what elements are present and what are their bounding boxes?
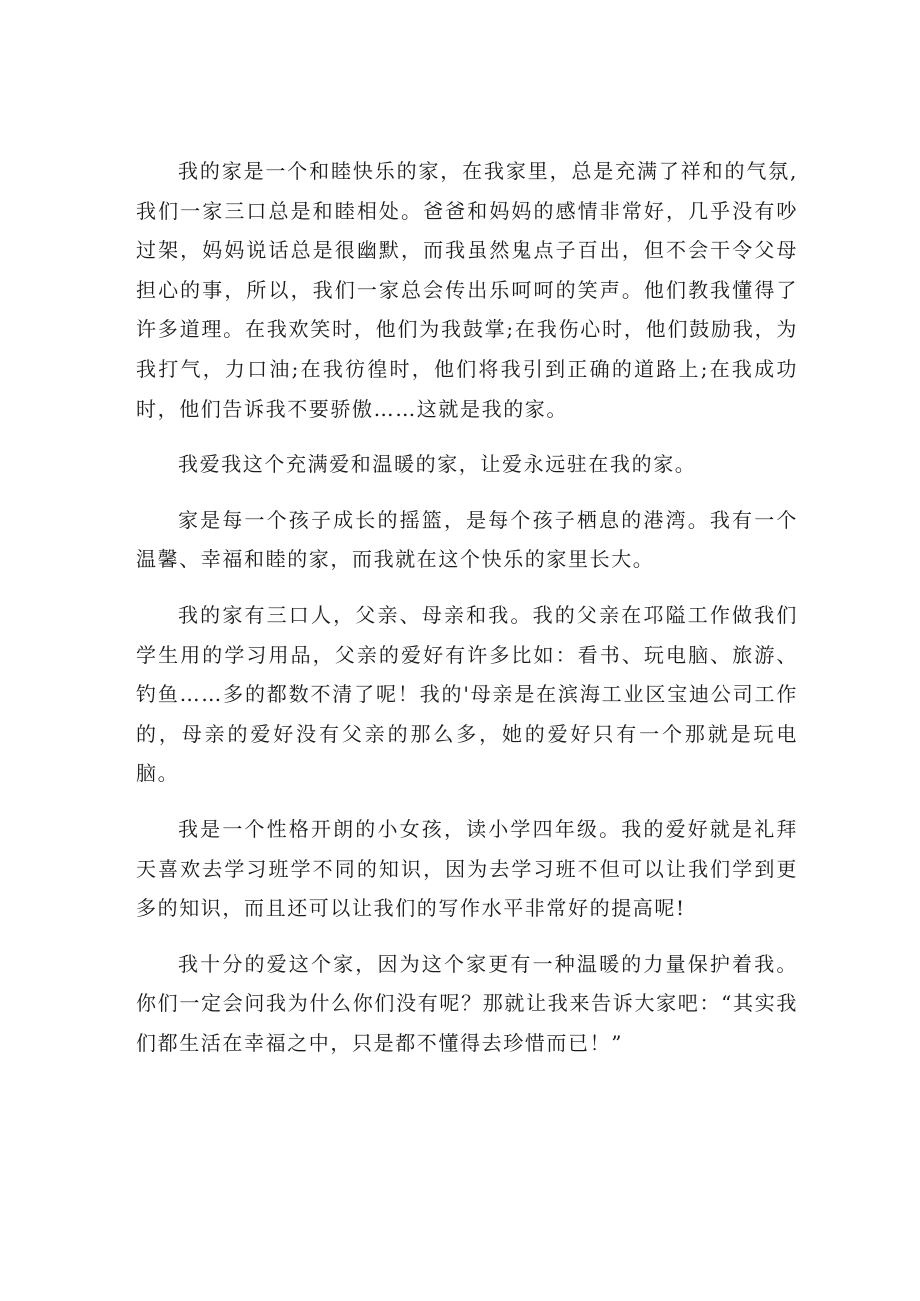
document-body [136, 152, 798, 1079]
paragraph-1: 我的家是一个和睦快乐的家，在我家里，总是充满了祥和的气氛,我们一家三口总是和睦相处。爸爸和妈妈的感情非常好，几乎没有吵过架，妈妈说话总是很幽默，而我虽然鬼点子百出，但不会干令父母担心的事，所以，我们一家总会传出乐呵呵的笑声。他们教我懂得了许多道理。在我欢笑时，他们为我鼓掌;在我伤心时，他们鼓励我，为我打气，力口油;在我彷徨时，他们将我引到正确的道路上;在我成功时，他们告诉我不要骄傲……这就是我的家。 [136, 159, 798, 421]
paragraph-4: 我的家有三口人，父亲、母亲和我。我的父亲在邛隘工作做我们学生用的学习用品，父亲的爱好有许多比如：看书、玩电脑、旅游、钓鱼……多的都数不清了呢！我的'母亲是在滨海工业区宝迪公司工作的，母亲的爱好没有父亲的那么多，她的爱好只有一个那就是玩电脑。 [136, 602, 798, 786]
paragraph-6: 我十分的爱这个家，因为这个家更有一种温暖的力量保护着我。你们一定会问我为什么你们没有呢？那就让我来告诉大家吧：“其实我们都生活在幸福之中，只是都不懂得去珍惜而已！” [136, 951, 798, 1055]
paragraph-2: 我爱我这个充满爱和温暖的家，让爱永远驻在我的家。 [178, 452, 697, 477]
paragraph-5: 我是一个性格开朗的小女孩，读小学四年级。我的爱好就是礼拜天喜欢去学习班学不同的知识，因为去学习班不但可以让我们学到更多的知识，而且还可以让我们的写作水平非常好的提高呢! [136, 816, 798, 921]
paragraph-3: 家是每一个孩子成长的摇篮，是每个孩子栖息的港湾。我有一个温馨、幸福和睦的家，而我就在这个快乐的家里长大。 [136, 507, 798, 572]
